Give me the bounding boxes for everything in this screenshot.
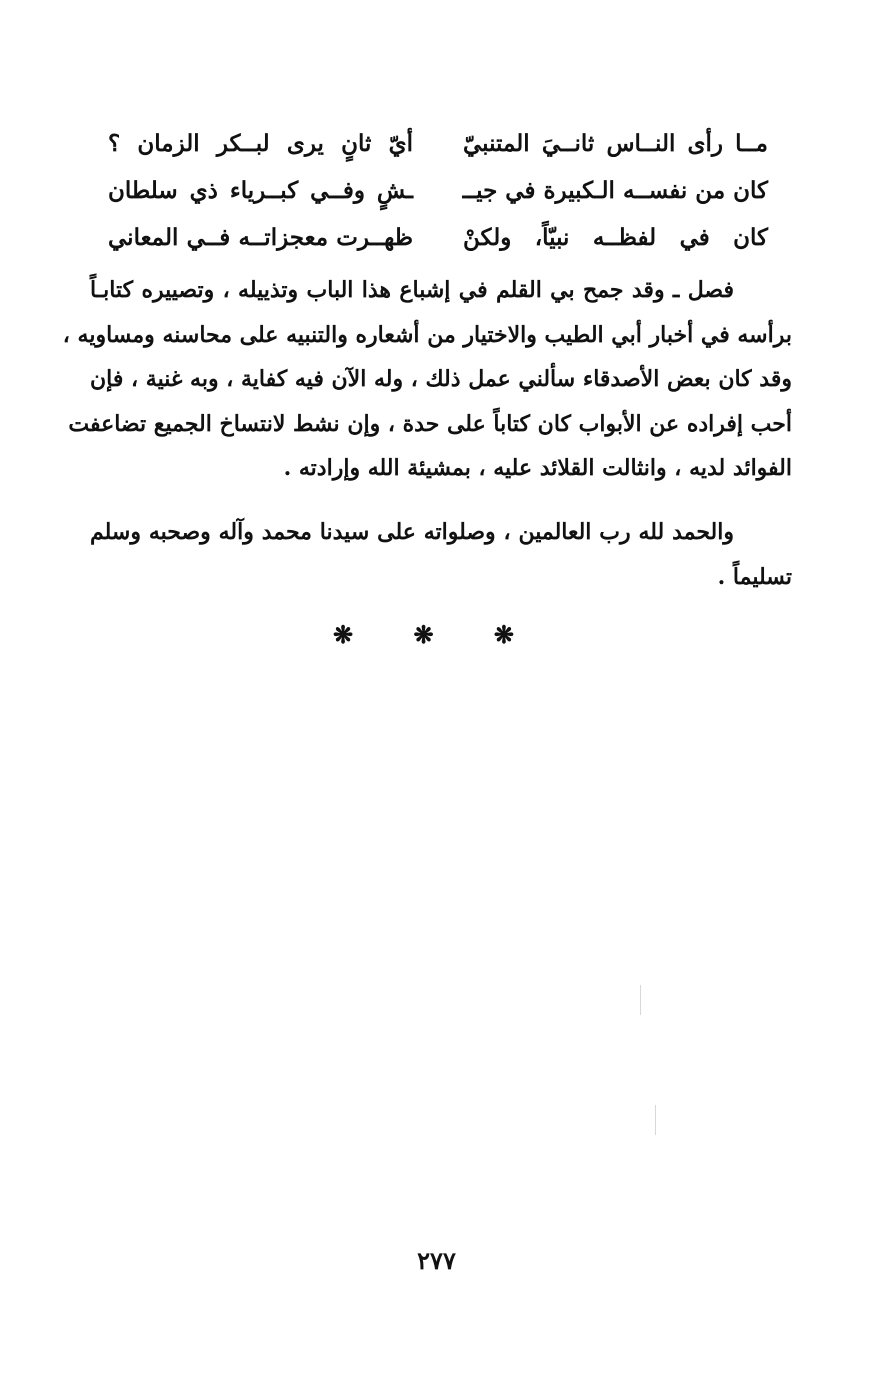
paragraph-line: وقد كان بعض الأصدقاء سألني عمل ذلك ، وله الآن فيه كفاية ، وبه غنية ، فإن — [90, 366, 792, 392]
paragraph-line: برأسه في أخبار أبي الطيب والاختيار من أشعاره والتنبيه على محاسنه ومساويه ، — [62, 321, 792, 348]
paragraph-chapter-note — [62, 268, 792, 491]
page-number: ٢٧٧ — [417, 1246, 456, 1275]
verse-3-second-hemistich: ظهــرت معجزاتــه فــي المعاني — [108, 224, 413, 251]
paragraph-line: أحب إفراده عن الأبواب كان كتاباً على حدة ، وإن نشط لانتساخ الجميع تضاعفت — [68, 410, 792, 437]
verse-1-first-hemistich: مــا رأى النــاس ثانــيَ المتنبيّ — [463, 130, 768, 157]
verse-1-second-hemistich: أيّ ثانٍ يرى لبــكر الزمان ؟ — [108, 130, 413, 157]
poem-block — [108, 120, 768, 261]
section-separator — [0, 620, 873, 649]
verse-2-second-hemistich: ـشٍ وفــي كبــرياء ذي سلطان — [108, 177, 413, 204]
verse-3-first-hemistich: كان في لفظــه نبيّاً، ولكنْ — [463, 224, 768, 251]
scan-artifact — [655, 1105, 656, 1135]
paragraph-line: تسليماً . — [717, 563, 792, 590]
paragraph-closing-praise — [90, 510, 792, 599]
scan-artifact — [640, 985, 641, 1015]
verse-2-first-hemistich: كان من نفســه الـكبيرة في جيــ — [462, 177, 768, 204]
asterism-star-icon: ❋ — [493, 620, 541, 649]
verse-1 — [108, 120, 768, 167]
paragraph-line: الفوائد لديه ، وانثالت القلائد عليه ، بمشيئة الله وإرادته . — [283, 455, 792, 481]
verse-2 — [108, 167, 768, 214]
asterism-star-icon: ❋ — [332, 620, 380, 649]
verse-3 — [108, 214, 768, 261]
asterism-star-icon: ❋ — [413, 620, 460, 649]
paragraph-line: والحمد لله رب العالمين ، وصلواته على سيدنا محمد وآله وصحبه وسلم — [90, 519, 734, 545]
paragraph-line: فصل ـ وقد جمح بي القلم في إشباع هذا الباب وتذييله ، وتصييره كتابـاً — [90, 277, 734, 303]
